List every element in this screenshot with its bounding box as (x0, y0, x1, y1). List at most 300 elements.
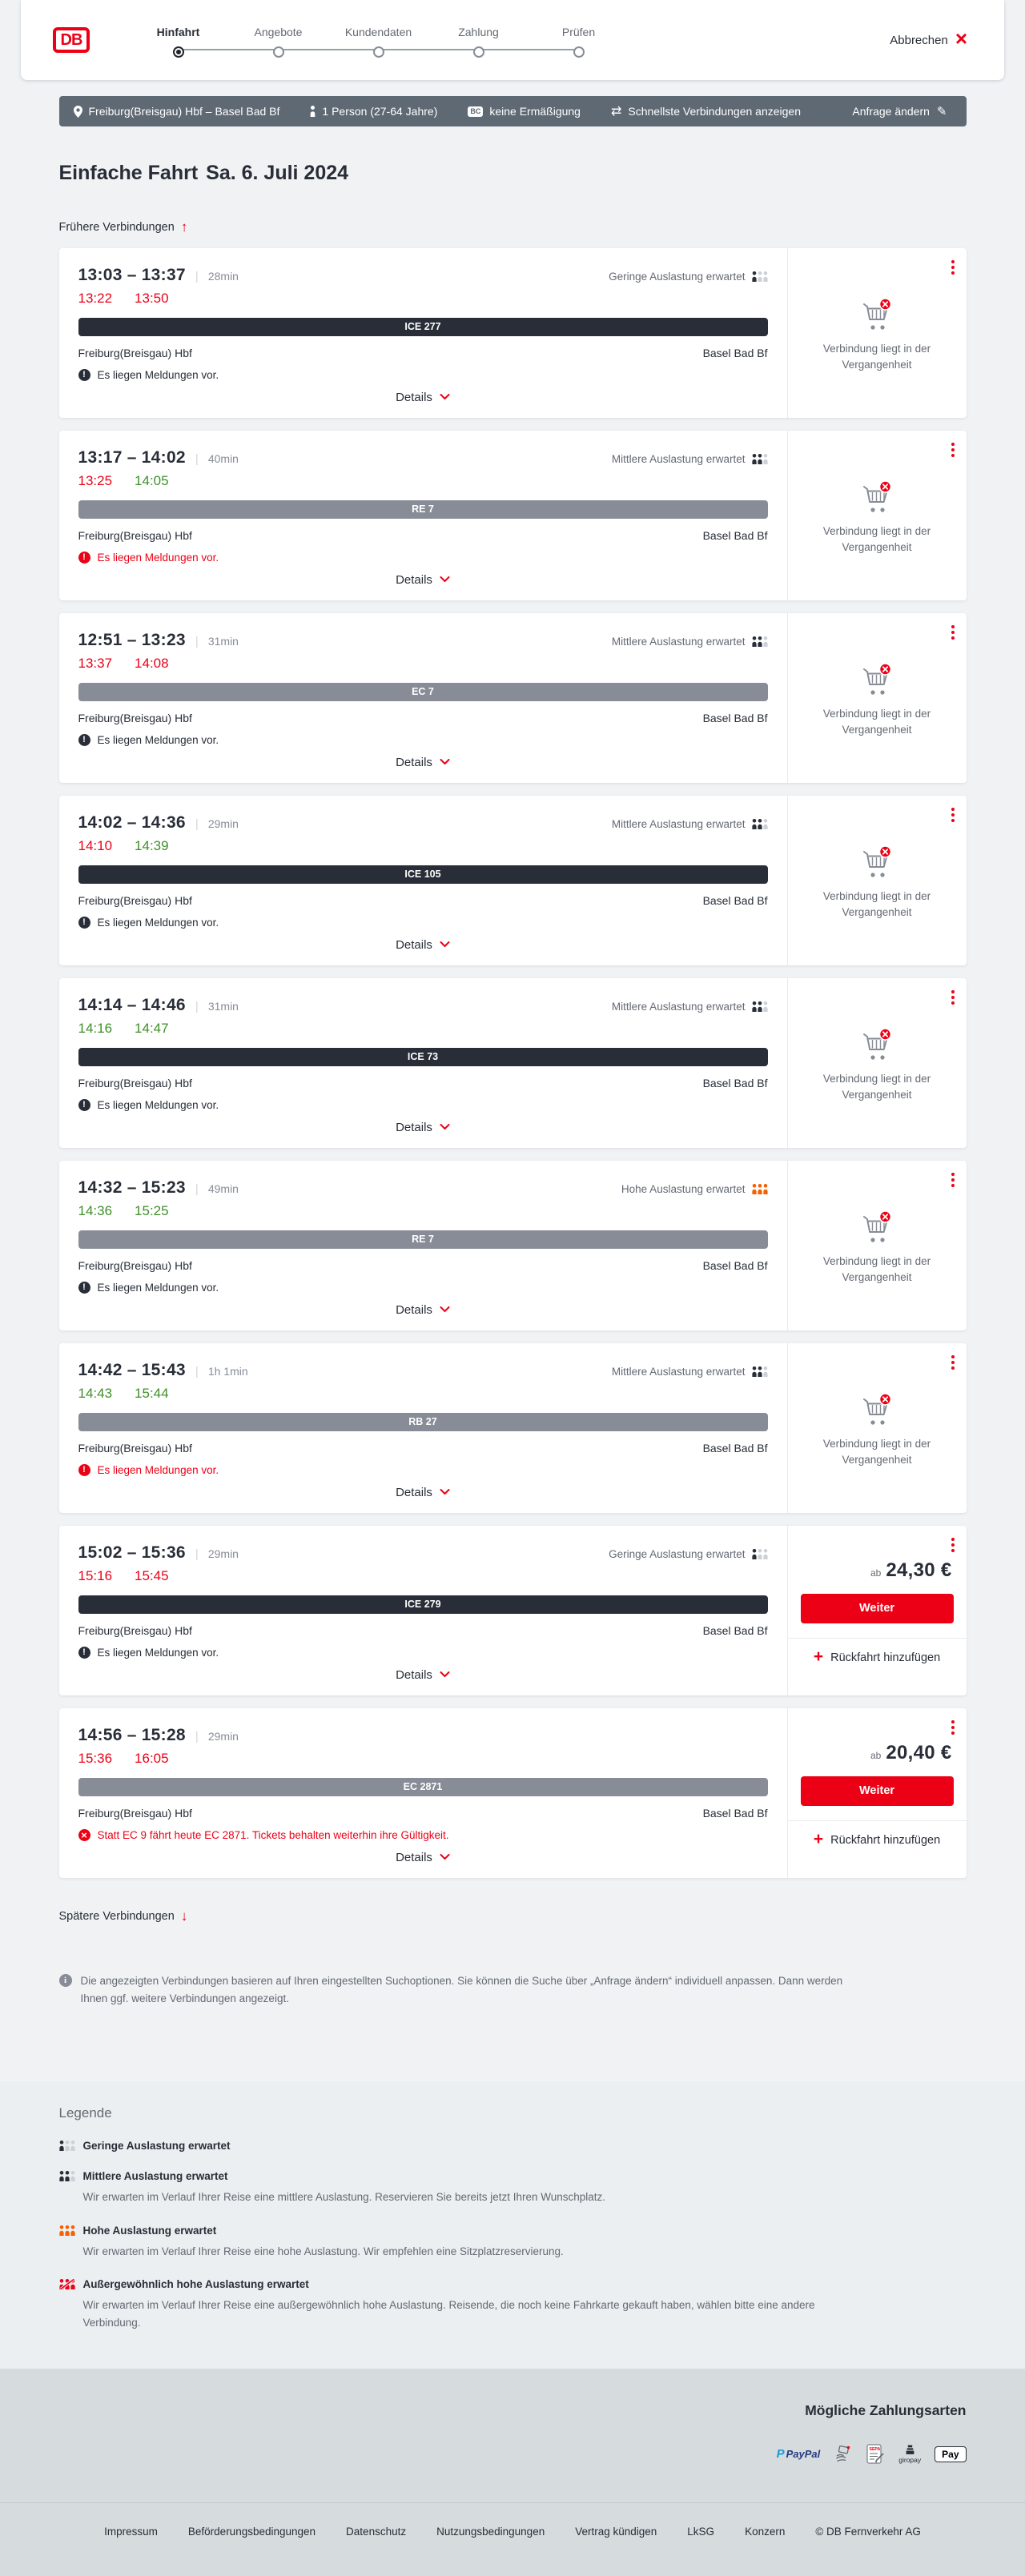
past-connection-text: Verbindung liegt in der Vergangenheit (822, 1254, 931, 1283)
realtime-arrival: 13:50 (135, 290, 169, 306)
cart-crossed-icon (858, 663, 896, 696)
step-label: Angebote (254, 26, 303, 38)
separator: | (195, 1547, 199, 1561)
cart-crossed-icon (858, 298, 896, 331)
arrow-down-icon (181, 1908, 188, 1924)
connection-main (59, 1161, 787, 1330)
legend-item-max (59, 2278, 967, 2331)
separator: | (195, 1364, 199, 1378)
occupancy-icon (752, 271, 768, 282)
details-toggle[interactable] (391, 390, 455, 405)
details-toggle[interactable] (391, 1667, 455, 1683)
details-toggle[interactable] (391, 1485, 455, 1500)
message-row (78, 1099, 768, 1111)
footer-link-nutzungsbedingungen[interactable]: Nutzungsbedingungen (436, 2525, 545, 2538)
panel-divider (788, 1820, 967, 1821)
legend-item-low (59, 2140, 967, 2152)
message-row (78, 1464, 768, 1476)
journey-duration: 1h 1min (207, 1364, 248, 1378)
connection-card (59, 613, 967, 783)
step-dot (173, 46, 184, 58)
footer-link-impressum[interactable]: Impressum (104, 2525, 158, 2538)
message-row (78, 734, 768, 746)
connection-card (59, 1161, 967, 1330)
page-footer (0, 2369, 1025, 2576)
details-toggle[interactable] (391, 1120, 455, 1135)
message-icon (78, 734, 90, 746)
message-row (78, 369, 768, 381)
train-label: RE 7 (78, 1230, 768, 1249)
message-row (78, 1829, 768, 1841)
person-icon (310, 106, 316, 117)
occupancy-icon (59, 2279, 75, 2289)
journey-time-range (78, 266, 186, 285)
occupancy-label: Geringe Auslastung erwartet (609, 270, 746, 283)
details-label: Details (396, 572, 432, 587)
info-icon (59, 1974, 72, 1987)
realtime-departure: 13:22 (78, 290, 113, 306)
weiter-button[interactable]: Weiter (801, 1594, 954, 1623)
booking-panel (787, 431, 967, 600)
connection-main (59, 248, 787, 418)
cancel-label: Abbrechen (890, 33, 948, 47)
details-toggle[interactable] (391, 572, 455, 588)
price-prefix: ab (870, 1749, 882, 1761)
footer-links (0, 2503, 1025, 2576)
message-text: Es liegen Meldungen vor. (97, 733, 219, 746)
journey-duration: 28min (207, 269, 239, 283)
realtime-departure: 14:36 (78, 1202, 113, 1218)
footer-link-datenschutz[interactable]: Datenschutz (346, 2525, 407, 2538)
message-icon (78, 1829, 90, 1841)
step-angebote (228, 26, 328, 58)
apple-pay-icon: Pay (935, 2446, 966, 2462)
chevron-down-icon (440, 1671, 450, 1678)
departure-time: 13:17 (78, 447, 123, 467)
origin-station: Freiburg(Breisgau) Hbf (78, 528, 192, 542)
past-connection-panel (801, 440, 954, 588)
time-separator: – (127, 995, 137, 1014)
message-icon (78, 1099, 90, 1111)
footer-link-konzern[interactable]: Konzern (745, 2525, 786, 2538)
search-options-note (59, 1972, 868, 2008)
options-menu-button[interactable] (947, 256, 959, 279)
footer-link-lksg[interactable]: LkSG (687, 2525, 715, 2538)
speed-option-summary (611, 105, 801, 118)
occupancy-label: Geringe Auslastung erwartet (609, 1547, 746, 1560)
direct-debit-hand-icon (834, 2445, 853, 2464)
departure-time: 14:14 (78, 995, 123, 1014)
later-connections-label: Spätere Verbindungen (58, 1909, 175, 1923)
time-separator: – (127, 630, 137, 649)
connection-card (59, 796, 967, 965)
connection-main (59, 1343, 787, 1513)
options-menu-button[interactable] (947, 439, 959, 461)
legend-title: Legende (58, 2105, 112, 2121)
details-toggle[interactable] (391, 1302, 455, 1318)
message-icon (78, 1282, 90, 1294)
destination-station: Basel Bad Bf (702, 893, 768, 907)
legend-item-desc: Wir erwarten im Verlauf Ihrer Reise eine hohe Auslastung. Wir empfehlen eine Sitzplatzreservierung. (82, 2245, 564, 2257)
connection-main (59, 796, 787, 965)
options-menu-button[interactable] (947, 1716, 959, 1739)
legend-item-desc: Wir erwarten im Verlauf Ihrer Reise eine mittlere Auslastung. Reservieren Sie bereits jetzt Ihren Wunschplatz. (82, 2191, 606, 2204)
past-connection-text: Verbindung liegt in der Vergangenheit (822, 707, 931, 736)
legend-section (0, 2081, 1025, 2368)
step-dot (473, 46, 484, 58)
details-label: Details (396, 937, 432, 952)
cart-crossed-icon (858, 480, 896, 514)
legend-items (59, 2140, 967, 2331)
speed-option-text: Schnellste Verbindungen anzeigen (628, 105, 802, 118)
train-label: EC 2871 (78, 1778, 768, 1796)
departure-time: 12:51 (78, 630, 123, 649)
message-text: Es liegen Meldungen vor. (97, 1098, 219, 1111)
realtime-arrival: 14:05 (135, 472, 169, 488)
realtime-arrival: 15:25 (135, 1202, 169, 1218)
journey-time-range (78, 1361, 186, 1380)
details-label: Details (396, 1667, 432, 1682)
booking-panel (787, 1161, 967, 1330)
message-icon (78, 1464, 90, 1476)
departure-time: 14:02 (78, 813, 123, 832)
destination-station: Basel Bad Bf (702, 346, 768, 359)
plus-icon (814, 1834, 823, 1848)
time-separator: – (127, 1543, 137, 1562)
destination-station: Basel Bad Bf (702, 1623, 768, 1637)
booking-panel (787, 1526, 967, 1695)
occupancy-icon (752, 1184, 768, 1194)
origin-station: Freiburg(Breisgau) Hbf (78, 1806, 192, 1820)
price-prefix: ab (870, 1567, 882, 1579)
destination-station: Basel Bad Bf (702, 1076, 768, 1089)
message-row (78, 1647, 768, 1659)
train-label: ICE 73 (78, 1048, 768, 1066)
connection-list (59, 248, 967, 1878)
destination-station: Basel Bad Bf (702, 1441, 768, 1455)
origin-station: Freiburg(Breisgau) Hbf (78, 1623, 192, 1637)
arrival-time: 15:36 (141, 1543, 186, 1562)
realtime-departure: 14:43 (78, 1385, 113, 1401)
price-line (801, 1742, 954, 1764)
arrival-time: 15:43 (141, 1360, 186, 1379)
step-label: Hinfahrt (156, 26, 200, 38)
occupancy-icon (752, 1001, 768, 1012)
occupancy-icon (752, 1549, 768, 1559)
train-label: RE 7 (78, 500, 768, 519)
route-summary (74, 105, 280, 118)
swap-arrows-icon (611, 105, 621, 118)
journey-time-range (78, 1726, 186, 1745)
past-connection-panel (801, 258, 954, 405)
giropay-register-icon (905, 2445, 915, 2455)
past-connection-text: Verbindung liegt in der Vergangenheit (822, 1072, 931, 1101)
journey-time-range (78, 1543, 186, 1563)
booking-panel (787, 1708, 967, 1878)
details-toggle[interactable] (391, 937, 455, 953)
change-request-label: Anfrage ändern (852, 105, 930, 118)
cart-crossed-icon (858, 845, 896, 879)
arrival-time: 15:28 (141, 1725, 186, 1744)
details-label: Details (396, 1850, 432, 1864)
separator: | (195, 999, 199, 1013)
destination-station: Basel Bad Bf (702, 711, 768, 724)
price-panel (801, 1742, 954, 1848)
chevron-down-icon (440, 1489, 450, 1495)
separator: | (195, 1182, 199, 1196)
chevron-down-icon (440, 1306, 450, 1313)
arrival-time: 14:36 (141, 813, 186, 832)
departure-time: 14:56 (78, 1725, 123, 1744)
options-menu-button[interactable] (947, 1534, 959, 1556)
past-connection-text: Verbindung liegt in der Vergangenheit (822, 889, 931, 918)
occupancy-icon (752, 819, 768, 829)
booking-panel (787, 796, 967, 965)
booking-panel (787, 613, 967, 783)
journey-duration: 31min (207, 999, 239, 1013)
past-connection-panel (801, 623, 954, 770)
passenger-summary (310, 105, 437, 118)
details-label: Details (396, 1302, 432, 1317)
journey-time-range (78, 631, 186, 650)
train-label: ICE 105 (78, 865, 768, 884)
booking-header (21, 0, 1004, 80)
journey-duration: 29min (207, 1547, 239, 1560)
location-pin-icon (74, 106, 82, 118)
occupancy-label: Mittlere Auslastung erwartet (611, 817, 746, 830)
past-connection-text: Verbindung liegt in der Vergangenheit (822, 524, 931, 553)
occupancy-indicator (612, 453, 768, 465)
occupancy-indicator (612, 636, 768, 648)
footer-link-vertrag-kündigen[interactable]: Vertrag kündigen (575, 2525, 657, 2538)
message-text: Statt EC 9 fährt heute EC 2871. Tickets behalten weiterhin ihre Gültigkeit. (97, 1828, 449, 1841)
connection-card (59, 1343, 967, 1513)
occupancy-indicator (609, 1548, 767, 1560)
arrival-time: 14:46 (141, 995, 186, 1014)
step-kundendaten (328, 26, 428, 58)
options-menu-button[interactable] (947, 986, 959, 1009)
destination-station: Basel Bad Bf (702, 528, 768, 542)
separator: | (195, 817, 199, 831)
departure-time: 14:42 (78, 1360, 123, 1379)
step-label: Zahlung (458, 26, 499, 38)
page-title (59, 162, 967, 185)
realtime-arrival: 16:05 (135, 1750, 169, 1766)
chevron-down-icon (440, 1854, 450, 1860)
payment-methods (59, 2443, 967, 2466)
search-summary-bar (59, 96, 967, 126)
occupancy-label: Mittlere Auslastung erwartet (611, 635, 746, 648)
travel-date: Sa. 6. Juli 2024 (206, 162, 349, 184)
past-connection-panel (801, 1353, 954, 1500)
panel-divider (788, 1638, 967, 1639)
price-value: 24,30 € (886, 1559, 952, 1581)
route-text: Freiburg(Breisgau) Hbf – Basel Bad Bf (88, 105, 280, 118)
message-row (78, 917, 768, 929)
message-icon (78, 552, 90, 564)
legend-item-high (59, 2225, 967, 2261)
chevron-down-icon (440, 1124, 450, 1130)
train-label: EC 7 (78, 683, 768, 701)
origin-station: Freiburg(Breisgau) Hbf (78, 346, 192, 359)
discount-text: keine Ermäßigung (489, 105, 581, 118)
past-connection-text: Verbindung liegt in der Vergangenheit (822, 342, 931, 371)
options-menu-button[interactable] (947, 804, 959, 826)
message-row (78, 1282, 768, 1294)
time-separator: – (127, 265, 137, 284)
price-panel (801, 1559, 954, 1666)
connection-main (59, 613, 787, 783)
arrival-time: 13:37 (141, 265, 186, 284)
realtime-departure: 15:16 (78, 1567, 113, 1583)
time-separator: – (127, 813, 137, 832)
realtime-arrival: 14:08 (135, 655, 169, 671)
earlier-connections-label: Frühere Verbindungen (58, 220, 175, 234)
journey-duration: 40min (207, 451, 239, 465)
chevron-down-icon (440, 394, 450, 400)
details-label: Details (396, 390, 432, 404)
time-separator: – (127, 1725, 137, 1744)
options-menu-button[interactable] (947, 1351, 959, 1374)
origin-station: Freiburg(Breisgau) Hbf (78, 711, 192, 724)
journey-time-range (78, 448, 186, 467)
occupancy-label: Mittlere Auslastung erwartet (611, 452, 746, 465)
progress-steps (128, 22, 629, 58)
origin-station: Freiburg(Breisgau) Hbf (78, 1441, 192, 1455)
origin-station: Freiburg(Breisgau) Hbf (78, 1076, 192, 1089)
occupancy-icon (59, 2225, 75, 2236)
details-label: Details (396, 755, 432, 769)
past-connection-panel (801, 1170, 954, 1318)
svg-text:SEPA: SEPA (869, 2446, 881, 2452)
time-separator: – (127, 1178, 137, 1197)
add-return-button[interactable] (801, 1651, 954, 1666)
connection-card (59, 1708, 967, 1878)
step-zahlung (428, 26, 529, 58)
legend-item-title: Hohe Auslastung erwartet (82, 2224, 217, 2237)
message-text: Es liegen Meldungen vor. (97, 551, 219, 564)
realtime-departure: 14:10 (78, 837, 113, 853)
departure-time: 13:03 (78, 265, 123, 284)
connection-main (59, 1526, 787, 1695)
booking-panel (787, 248, 967, 418)
paypal-mark-icon (777, 2447, 786, 2461)
sepa-mandate-icon (866, 2444, 885, 2465)
chevron-down-icon (440, 576, 450, 583)
occupancy-icon (59, 2171, 75, 2181)
connection-main (59, 1708, 787, 1878)
occupancy-label: Mittlere Auslastung erwartet (611, 1365, 746, 1378)
plus-icon (814, 1651, 823, 1665)
bahncard-icon: BC (468, 106, 483, 117)
origin-station: Freiburg(Breisgau) Hbf (78, 1258, 192, 1272)
paypal-icon: P PayPal (777, 2447, 821, 2461)
message-text: Es liegen Meldungen vor. (97, 1463, 219, 1476)
realtime-departure: 15:36 (78, 1750, 113, 1766)
booking-panel (787, 1343, 967, 1513)
occupancy-label: Mittlere Auslastung erwartet (611, 1000, 746, 1013)
journey-duration: 49min (207, 1182, 239, 1195)
options-menu-button[interactable] (947, 1169, 959, 1191)
details-label: Details (396, 1120, 432, 1134)
message-icon (78, 1647, 90, 1659)
time-separator: – (127, 1360, 137, 1379)
step-dot (373, 46, 384, 58)
connection-card (59, 978, 967, 1148)
step-dot (273, 46, 284, 58)
realtime-arrival: 15:45 (135, 1567, 169, 1583)
arrow-up-icon (181, 219, 188, 235)
later-connections-link[interactable] (59, 1908, 188, 1924)
connection-main (59, 978, 787, 1148)
legend-item-desc: Wir erwarten im Verlauf Ihrer Reise eine außergewöhnlich hohe Auslastung. Reisende, die noch keine Fahrkarte gekauft haben, wählen bitte eine andere Verbindung. (82, 2299, 815, 2329)
message-icon (78, 369, 90, 381)
realtime-arrival: 14:39 (135, 837, 169, 853)
booking-panel (787, 978, 967, 1148)
price-line (801, 1559, 954, 1582)
details-label: Details (396, 1485, 432, 1499)
message-text: Es liegen Meldungen vor. (97, 1281, 219, 1294)
add-return-button[interactable] (801, 1833, 954, 1848)
time-separator: – (127, 447, 137, 467)
db-logo: DB (53, 27, 90, 53)
cancel-button[interactable] (885, 27, 972, 54)
occupancy-icon (752, 1366, 768, 1377)
separator: | (195, 269, 199, 283)
footer-link-beförderungsbedingungen[interactable]: Beförderungsbedingungen (187, 2525, 316, 2538)
weiter-button[interactable]: Weiter (801, 1776, 954, 1806)
chevron-down-icon (440, 759, 450, 765)
price-value: 20,40 € (886, 1741, 952, 1763)
arrival-time: 15:23 (141, 1178, 186, 1197)
add-return-label: Rückfahrt hinzufügen (830, 1651, 941, 1665)
options-menu-button[interactable] (947, 621, 959, 644)
change-request-button[interactable] (847, 104, 951, 118)
discount-summary (468, 105, 581, 118)
search-options-note-text: Die angezeigten Verbindungen basieren auf Ihren eingestellten Suchoptionen. Sie können die Suche über „Anfrage ändern“ individuell anpassen. Dann werden Ihnen ggf. weitere Verbindungen angezeigt. (80, 1974, 843, 2005)
occupancy-label: Hohe Auslastung erwartet (621, 1182, 746, 1195)
destination-station: Basel Bad Bf (702, 1806, 768, 1820)
train-label: RB 27 (78, 1413, 768, 1431)
occupancy-indicator (621, 1183, 768, 1195)
occupancy-indicator (612, 1366, 768, 1378)
message-row (78, 552, 768, 564)
realtime-arrival: 14:47 (135, 1020, 169, 1036)
occupancy-icon (59, 2141, 75, 2151)
message-text: Es liegen Meldungen vor. (97, 368, 219, 381)
cart-crossed-icon (858, 1028, 896, 1061)
separator: | (195, 634, 199, 648)
giropay-icon: giropay (898, 2445, 921, 2464)
connection-card (59, 431, 967, 600)
details-toggle[interactable] (391, 755, 455, 770)
cart-crossed-icon (858, 1393, 896, 1426)
legend-item-mid (59, 2170, 967, 2206)
arrival-time: 14:02 (141, 447, 186, 467)
step-prüfen (529, 26, 629, 58)
realtime-departure: 13:25 (78, 472, 113, 488)
origin-station: Freiburg(Breisgau) Hbf (78, 893, 192, 907)
past-connection-text: Verbindung liegt in der Vergangenheit (822, 1437, 931, 1466)
occupancy-indicator (612, 1001, 768, 1013)
realtime-departure: 13:37 (78, 655, 113, 671)
earlier-connections-link[interactable] (59, 219, 188, 235)
details-toggle[interactable] (391, 1850, 455, 1865)
pencil-icon (937, 105, 947, 118)
message-text: Es liegen Meldungen vor. (97, 916, 219, 929)
step-hinfahrt (128, 26, 228, 58)
departure-time: 15:02 (78, 1543, 123, 1562)
